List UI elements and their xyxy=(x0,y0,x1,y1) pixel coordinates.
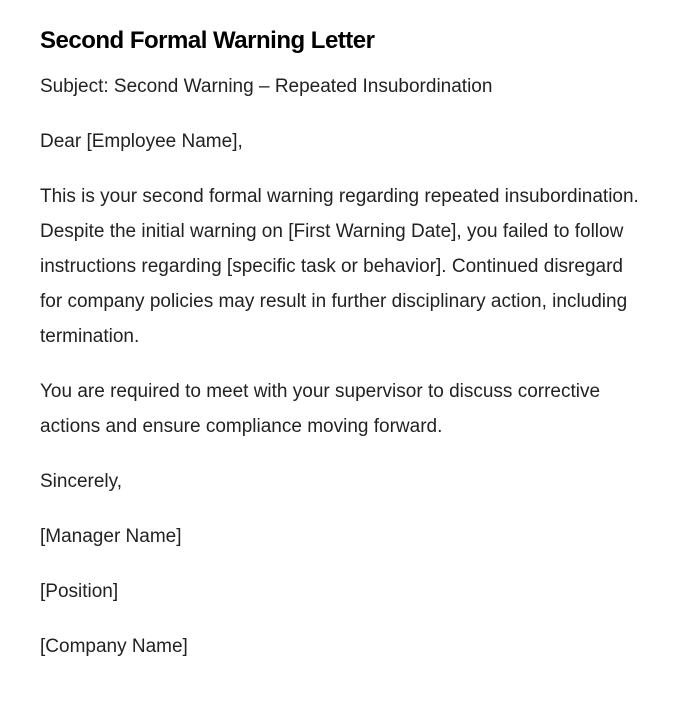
letter-document xyxy=(40,24,640,664)
signature-name: [Manager Name] xyxy=(40,526,182,547)
letter-closing: Sincerely, xyxy=(40,471,123,492)
signature-company: [Company Name] xyxy=(40,636,188,657)
letter-body-paragraph-1: This is your second formal warning regarding repeated insubordination. Despite the initial warning on [First Warning Date], you failed to follow instructions regarding [specific task or behavior]. Continued disregard for company policies may result in further disciplinary action, including termination. xyxy=(40,186,639,347)
signature-position: [Position] xyxy=(40,581,119,602)
letter-body-paragraph-2: You are required to meet with your supervisor to discuss corrective actions and ensure compliance moving forward. xyxy=(40,381,601,437)
letter-salutation: Dear [Employee Name], xyxy=(40,131,243,152)
letter-title: Second Formal Warning Letter xyxy=(40,27,375,54)
letter-subject: Subject: Second Warning – Repeated Insubordination xyxy=(40,76,493,97)
